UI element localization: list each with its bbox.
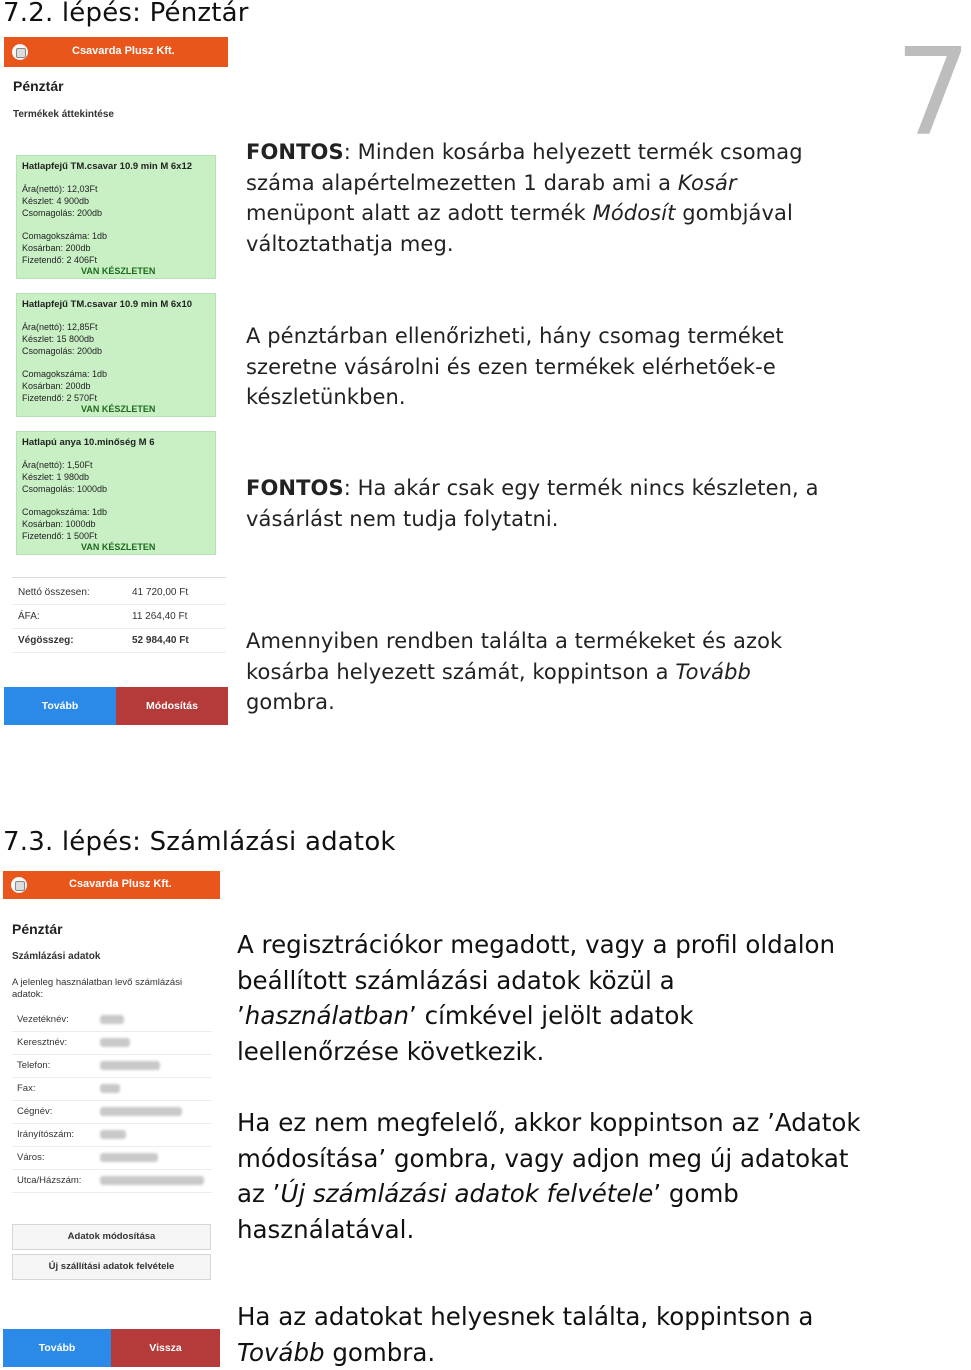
product-stock: Készlet: 4 900db xyxy=(22,196,90,206)
product-price: Ára(nettó): 1,50Ft xyxy=(22,460,93,470)
important-label: FONTOS xyxy=(246,476,344,500)
important-label: FONTOS xyxy=(246,140,344,164)
next-button[interactable]: Tovább xyxy=(3,1329,111,1367)
product-card xyxy=(16,431,216,555)
stock-status: VAN KÉSZLETEN xyxy=(81,542,156,552)
billing-paragraph-3 xyxy=(237,1299,877,1370)
product-name: Hatlapfejű TM.csavar 10.9 min M 6x10 xyxy=(22,299,193,310)
page-number: 7 xyxy=(895,24,971,163)
next-button[interactable]: Tovább xyxy=(4,687,116,725)
note-paragraph-1 xyxy=(246,137,846,259)
field-row xyxy=(12,1170,212,1193)
text-span: menüpont alatt az adott termék xyxy=(246,201,593,225)
product-pack-count: Comagokszáma: 1db xyxy=(22,369,108,379)
product-name: Hatlapú anya 10.minőség M 6 xyxy=(22,437,155,448)
product-in-cart: Kosárban: 1000db xyxy=(22,519,96,529)
field-label: Telefon: xyxy=(17,1060,51,1071)
tag-name: használatban xyxy=(244,1001,410,1030)
field-row xyxy=(12,1124,212,1147)
billing-fields xyxy=(12,1009,212,1199)
field-label: Város: xyxy=(17,1152,45,1163)
field-label: Fax: xyxy=(17,1083,36,1094)
modify-data-button[interactable]: Adatok módosítása xyxy=(12,1224,211,1250)
blurred-value xyxy=(100,1153,158,1162)
screen-title: Pénztár xyxy=(12,921,63,937)
field-label: Cégnév: xyxy=(17,1106,53,1117)
product-packaging: Csomagolás: 200db xyxy=(22,208,103,218)
app-title: Csavarda Plusz Kft. xyxy=(72,45,175,57)
stock-status: VAN KÉSZLETEN xyxy=(81,404,156,414)
note-paragraph-4 xyxy=(246,626,846,718)
billing-paragraph-2 xyxy=(237,1105,865,1247)
field-row xyxy=(12,1078,212,1101)
section-title-cashier: 7.2. lépés: Pénztár xyxy=(3,0,249,28)
field-row xyxy=(12,1032,212,1055)
text-span: Ha az adatokat helyesnek találta, koppintson a xyxy=(237,1302,814,1331)
note-paragraph-3 xyxy=(246,473,846,534)
gross-value: 52 984,40 Ft xyxy=(132,635,189,646)
text-span: : Ha akár csak egy termék nincs készleten, a vásárlást nem tudja folytatni. xyxy=(246,476,819,531)
cashier-screenshot xyxy=(4,37,228,727)
screen-title: Pénztár xyxy=(13,78,64,94)
product-price: Ára(nettó): 12,03Ft xyxy=(22,184,98,194)
product-payable: Fizetendő: 2 570Ft xyxy=(22,393,98,403)
billing-info-text: A jelenleg használatban levő számlázási adatok: xyxy=(12,977,183,1000)
vat-label: ÁFA: xyxy=(18,611,40,622)
blurred-value xyxy=(100,1107,182,1116)
app-title: Csavarda Plusz Kft. xyxy=(69,878,172,890)
field-label: Keresztnév: xyxy=(17,1037,68,1048)
product-card xyxy=(16,293,216,417)
product-pack-count: Comagokszáma: 1db xyxy=(22,507,108,517)
product-price: Ára(nettó): 12,85Ft xyxy=(22,322,98,332)
field-row xyxy=(12,1147,212,1170)
text-span: gombra. xyxy=(246,690,335,714)
blurred-value xyxy=(100,1015,124,1024)
field-row xyxy=(12,1055,212,1078)
product-in-cart: Kosárban: 200db xyxy=(22,243,91,253)
net-value: 41 720,00 Ft xyxy=(132,587,189,598)
text-span: Ha ez nem megfelelő, akkor koppintson az ’Adatok módosítása’ gombra, vagy adjon meg új adatokat az ’ xyxy=(237,1108,861,1208)
button-name: Tovább xyxy=(237,1337,325,1367)
vat-value: 11 264,40 Ft xyxy=(132,611,188,622)
product-packaging: Csomagolás: 200db xyxy=(22,346,103,356)
menu-icon[interactable] xyxy=(11,877,27,893)
totals-row-vat xyxy=(12,605,226,629)
field-row xyxy=(12,1101,212,1124)
product-payable: Fizetendő: 1 500Ft xyxy=(22,531,98,541)
net-label: Nettó összesen: xyxy=(18,587,90,598)
button-name: Tovább xyxy=(675,659,751,684)
product-name: Hatlapfejű TM.csavar 10.9 min M 6x12 xyxy=(22,161,193,172)
text-span: A regisztrációkor megadott, vagy a profil oldalon beállított számlázási adatok közül a ’ xyxy=(237,930,836,1030)
new-data-button[interactable]: Új szállítási adatok felvétele xyxy=(12,1254,211,1280)
billing-paragraph-1 xyxy=(237,927,852,1069)
menu-icon[interactable] xyxy=(12,44,28,60)
billing-screenshot xyxy=(3,871,220,1367)
button-name: Módosít xyxy=(592,201,676,225)
product-in-cart: Kosárban: 200db xyxy=(22,381,91,391)
screen-subtitle: Termékek áttekintése xyxy=(13,109,114,120)
text-span: ’ címkével jelölt adatok leellenőrzése következik. xyxy=(237,1001,694,1066)
totals-table xyxy=(12,577,226,657)
text-span: gombjával változtathatja meg. xyxy=(246,201,793,256)
field-label: Vezetéknév: xyxy=(17,1014,69,1025)
blurred-value xyxy=(100,1084,120,1093)
text-span: gombra. xyxy=(324,1337,436,1367)
product-pack-count: Comagokszáma: 1db xyxy=(22,231,108,241)
text-span: : Minden kosárba helyezett termék csomag száma alapértelmezetten 1 darab ami a xyxy=(246,140,803,195)
product-stock: Készlet: 15 800db xyxy=(22,334,95,344)
blurred-value xyxy=(100,1130,126,1139)
totals-row-gross xyxy=(12,629,226,653)
blurred-value xyxy=(100,1038,130,1047)
app-bar xyxy=(3,871,220,899)
button-name: Új számlázási adatok felvétele xyxy=(280,1179,654,1208)
blurred-value xyxy=(100,1176,204,1185)
modify-button[interactable]: Módosítás xyxy=(116,687,228,725)
product-payable: Fizetendő: 2 406Ft xyxy=(22,255,98,265)
product-card xyxy=(16,155,216,279)
field-row xyxy=(12,1009,212,1032)
field-label: Utca/Házszám: xyxy=(17,1175,82,1186)
stock-status: VAN KÉSZLETEN xyxy=(81,266,156,276)
product-packaging: Csomagolás: 1000db xyxy=(22,484,108,494)
gross-label: Végösszeg: xyxy=(18,635,74,646)
app-bar xyxy=(4,37,228,67)
product-stock: Készlet: 1 980db xyxy=(22,472,90,482)
back-button[interactable]: Vissza xyxy=(111,1329,220,1367)
text-span: ’ gomb használatával. xyxy=(237,1179,739,1244)
note-paragraph-2: A pénztárban ellenőrizheti, hány csomag terméket szeretne vásárolni és ezen termékek elérhetőek-e készletünkben. xyxy=(246,324,784,409)
menu-name: Kosár xyxy=(677,170,737,195)
field-label: Irányítószám: xyxy=(17,1129,75,1140)
screen-subtitle: Számlázási adatok xyxy=(12,951,101,962)
text-span: Amennyiben rendben találta a termékeket és azok kosárba helyezett számát, koppintson a xyxy=(246,629,783,684)
totals-row-net xyxy=(12,581,226,605)
section-title-billing: 7.3. lépés: Számlázási adatok xyxy=(3,827,396,857)
blurred-value xyxy=(100,1061,160,1070)
